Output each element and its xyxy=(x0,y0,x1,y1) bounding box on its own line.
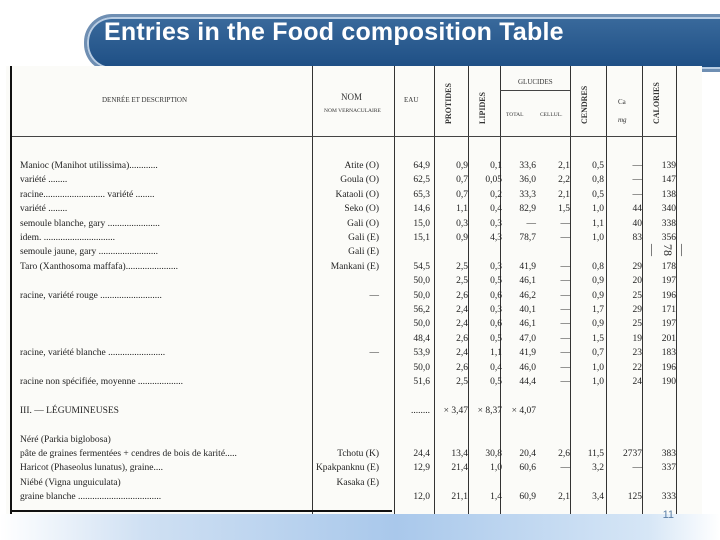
header-lipides: LIPIDES xyxy=(478,91,487,124)
row-lipides: 0,6 xyxy=(490,319,502,330)
table-row xyxy=(6,218,676,230)
row-glucides-total: 44,4 xyxy=(519,377,536,387)
column-rule xyxy=(676,66,677,514)
row-protides: 1,1 xyxy=(456,204,468,215)
header-total: TOTAL xyxy=(506,112,524,118)
table-row xyxy=(6,405,676,417)
row-calcium: — xyxy=(632,463,642,474)
row-local-name: Seko (O) xyxy=(344,204,379,215)
row-description: pâte de graines fermentées + cendres de bois de karité..... xyxy=(20,449,237,459)
header-vernaculaire: NOM VERNACULAIRE xyxy=(324,108,381,114)
table-row xyxy=(6,491,676,503)
row-calcium: 20 xyxy=(632,276,642,287)
header-mg: mg xyxy=(618,116,627,124)
row-calcium: 29 xyxy=(632,305,642,315)
table-row xyxy=(6,390,676,402)
row-local-name: Tchotu (K) xyxy=(337,449,379,459)
row-cendres: 0,8 xyxy=(592,175,604,186)
row-eau: 12,9 xyxy=(413,463,430,474)
row-protides: 21,1 xyxy=(451,492,468,503)
header-nom: NOM xyxy=(341,92,363,102)
row-protides: 2,6 xyxy=(456,290,468,301)
row-glucides-total: 60,9 xyxy=(519,492,536,503)
row-glucides-total: 33,6 xyxy=(519,161,536,171)
row-cendres: 11,5 xyxy=(587,449,604,459)
row-cellulose: 2,1 xyxy=(558,189,570,200)
row-eau: ........ xyxy=(411,405,430,416)
table-row xyxy=(6,246,676,258)
row-description: Haricot (Phaseolus lunatus), graine.... xyxy=(20,463,163,474)
row-cendres: 1,0 xyxy=(592,204,604,215)
row-description: racine, variété blanche ........................ xyxy=(20,348,166,359)
row-cellulose: — xyxy=(560,276,570,287)
row-protides: 13,4 xyxy=(451,449,468,459)
slide-title: Entries in the Food composition Table xyxy=(104,18,564,46)
row-lipides: 0,4 xyxy=(490,362,502,373)
row-calories: 178 xyxy=(661,261,676,272)
table-row xyxy=(6,477,676,489)
header-cellulose: CELLUL. xyxy=(540,112,563,118)
table-row xyxy=(6,434,676,446)
row-eau: 51,6 xyxy=(413,377,430,387)
row-glucides-total: × 4,07 xyxy=(511,405,536,416)
row-eau: 14,6 xyxy=(413,204,430,215)
row-cendres: 0,9 xyxy=(592,319,604,330)
row-cellulose: — xyxy=(560,348,570,359)
row-cellulose: — xyxy=(560,218,570,229)
row-lipides: 0,5 xyxy=(490,276,502,287)
row-protides: 2,6 xyxy=(456,333,468,344)
row-calcium: 22 xyxy=(632,362,642,373)
row-lipides: 0,3 xyxy=(490,305,502,315)
row-calories: 196 xyxy=(661,362,676,373)
row-calcium: 2737 xyxy=(623,449,642,459)
row-calories: 197 xyxy=(661,319,676,330)
row-calcium: 44 xyxy=(632,204,642,215)
row-cendres: 0,9 xyxy=(592,290,604,301)
row-calories: 356 xyxy=(661,233,676,243)
table-row xyxy=(6,419,676,431)
page-number: 11 xyxy=(662,509,674,521)
row-description: Niébé (Vigna unguiculata) xyxy=(20,477,121,488)
table-row xyxy=(6,275,676,287)
row-cellulose: — xyxy=(560,362,570,373)
row-cellulose: — xyxy=(560,290,570,301)
row-eau: 12,0 xyxy=(413,492,430,503)
row-glucides-total: 41,9 xyxy=(519,261,536,272)
row-calories: 139 xyxy=(661,161,676,171)
row-calcium: 29 xyxy=(632,261,642,272)
row-description: Néré (Parkia biglobosa) xyxy=(20,434,111,445)
row-protides: 21,4 xyxy=(451,463,468,474)
row-cellulose: 2,2 xyxy=(558,175,570,186)
row-glucides-total: 46,1 xyxy=(519,276,536,287)
row-calcium: 19 xyxy=(632,333,642,344)
row-cendres: 0,8 xyxy=(592,261,604,272)
row-eau: 50,0 xyxy=(413,290,430,301)
row-glucides-total: 82,9 xyxy=(519,204,536,215)
row-local-name: — xyxy=(369,348,379,359)
row-lipides: 0,6 xyxy=(490,290,502,301)
row-protides: 2,5 xyxy=(456,377,468,387)
row-calcium: — xyxy=(632,175,642,186)
row-description: racine non spécifiée, moyenne ................... xyxy=(20,377,184,387)
row-lipides: 0,5 xyxy=(490,377,502,387)
row-lipides: × 8,37 xyxy=(477,405,502,416)
row-glucides-total: 33,3 xyxy=(519,189,536,200)
table-row xyxy=(6,174,676,186)
row-calories: 201 xyxy=(661,333,676,344)
row-description: racine, variété rouge .......................... xyxy=(20,290,162,301)
table-row xyxy=(6,333,676,345)
row-local-name: Gali (E) xyxy=(348,233,379,243)
row-local-name: Kpakpanknu (E) xyxy=(315,463,379,474)
table-row xyxy=(6,347,676,359)
row-eau: 64,9 xyxy=(413,161,430,171)
row-cellulose: 2,6 xyxy=(558,449,570,459)
table-row xyxy=(6,318,676,330)
row-calories: 183 xyxy=(661,348,676,359)
row-lipides: 1,4 xyxy=(490,492,502,503)
row-calories: 383 xyxy=(661,449,676,459)
row-lipides: 0,1 xyxy=(490,161,502,171)
row-lipides: 4,3 xyxy=(490,233,502,243)
row-cellulose: — xyxy=(560,377,570,387)
row-description: semoule blanche, gary ...................... xyxy=(20,218,160,229)
row-glucides-total: 46,2 xyxy=(519,290,536,301)
row-cellulose: — xyxy=(560,261,570,272)
header-calories: CALORIES xyxy=(652,82,661,124)
row-cendres: 0,9 xyxy=(592,276,604,287)
row-lipides: 0,3 xyxy=(490,261,502,272)
row-calories: 147 xyxy=(661,175,676,186)
row-lipides: 1,0 xyxy=(490,463,502,474)
table-row xyxy=(6,203,676,215)
table-row xyxy=(6,304,676,316)
row-glucides-total: 20,4 xyxy=(519,449,536,459)
row-local-name: Kasaka (E) xyxy=(336,477,379,488)
row-description: racine.......................... variété ........ xyxy=(20,189,155,200)
row-calories: 138 xyxy=(661,189,676,200)
row-description: Manioc (Manihot utilissima)............ xyxy=(20,161,158,171)
row-lipides: 0,05 xyxy=(485,175,502,186)
row-calories: 338 xyxy=(661,218,676,229)
row-local-name: Gali (O) xyxy=(347,218,379,229)
header-cendres: CENDRES xyxy=(580,85,589,124)
table-row xyxy=(6,232,676,244)
row-glucides-total: 47,0 xyxy=(519,333,536,344)
row-calories: 190 xyxy=(661,377,676,387)
row-cendres: 0,5 xyxy=(592,189,604,200)
row-cendres: 3,2 xyxy=(592,463,604,474)
row-cendres: 0,7 xyxy=(592,348,604,359)
row-description: Taro (Xanthosoma maffafa)...................... xyxy=(20,261,178,272)
row-protides: 2,4 xyxy=(456,305,468,315)
row-eau: 65,3 xyxy=(413,189,430,200)
footer-bar xyxy=(0,514,720,540)
row-lipides: 1,1 xyxy=(490,348,502,359)
row-local-name: Goula (O) xyxy=(340,175,379,186)
row-eau: 15,0 xyxy=(413,218,430,229)
table-row xyxy=(6,189,676,201)
row-eau: 56,2 xyxy=(413,305,430,315)
row-calcium: 83 xyxy=(632,233,642,243)
row-cellulose: 1,5 xyxy=(558,204,570,215)
row-local-name: Gali (E) xyxy=(348,247,379,258)
row-eau: 15,1 xyxy=(413,233,430,243)
row-cellulose: — xyxy=(560,463,570,474)
row-cendres: 3,4 xyxy=(592,492,604,503)
row-protides: 0,7 xyxy=(456,189,468,200)
row-local-name: — xyxy=(369,290,379,301)
row-cellulose: — xyxy=(560,305,570,315)
row-calories: 333 xyxy=(661,492,676,503)
header-ca: Ca xyxy=(618,98,626,106)
row-description: semoule jaune, gary ......................... xyxy=(20,247,158,258)
table-row xyxy=(6,290,676,302)
row-protides: 0,7 xyxy=(456,175,468,186)
row-protides: 0,3 xyxy=(456,218,468,229)
row-cendres: 1,7 xyxy=(592,305,604,315)
row-eau: 50,0 xyxy=(413,362,430,373)
row-calcium: 25 xyxy=(632,319,642,330)
row-description: variété ........ xyxy=(20,204,68,215)
row-protides: 0,9 xyxy=(456,161,468,171)
row-eau: 48,4 xyxy=(413,333,430,344)
row-description: graine blanche ................................... xyxy=(20,492,162,503)
row-description: idem. .............................. xyxy=(20,233,115,243)
row-calories: 196 xyxy=(661,290,676,301)
row-calcium: — xyxy=(632,161,642,171)
row-cendres: 0,5 xyxy=(592,161,604,171)
row-protides: 2,5 xyxy=(456,276,468,287)
row-protides: 2,4 xyxy=(456,319,468,330)
row-cendres: 1,1 xyxy=(592,218,604,229)
row-lipides: 0,3 xyxy=(490,218,502,229)
header-denree: DENRÉE ET DESCRIPTION xyxy=(102,96,188,104)
row-calcium: 125 xyxy=(627,492,642,503)
row-description: III. — LÉGUMINEUSES xyxy=(20,405,119,416)
row-lipides: 30,8 xyxy=(485,449,502,459)
row-cellulose: — xyxy=(560,233,570,243)
row-cendres: 1,0 xyxy=(592,377,604,387)
row-glucides-total: 46,0 xyxy=(519,362,536,373)
table-row xyxy=(6,376,676,388)
header-glucides: GLUCIDES xyxy=(518,78,553,86)
scanned-table xyxy=(6,66,702,514)
row-protides: × 3,47 xyxy=(443,405,468,416)
row-calcium: 25 xyxy=(632,290,642,301)
row-calories: 197 xyxy=(661,276,676,287)
row-calories: 171 xyxy=(661,305,676,315)
row-glucides-total: 46,1 xyxy=(519,319,536,330)
row-calcium: 40 xyxy=(632,218,642,229)
row-eau: 53,9 xyxy=(413,348,430,359)
row-calcium: 23 xyxy=(632,348,642,359)
row-cellulose: — xyxy=(560,333,570,344)
row-glucides-total: 78,7 xyxy=(519,233,536,243)
row-local-name: Kataoli (O) xyxy=(335,189,379,200)
row-eau: 62,5 xyxy=(413,175,430,186)
row-eau: 24,4 xyxy=(413,449,430,459)
row-glucides-total: 41,9 xyxy=(519,348,536,359)
row-local-name: Atite (O) xyxy=(344,161,379,171)
row-description: variété ........ xyxy=(20,175,68,186)
row-calcium: 24 xyxy=(632,377,642,387)
table-row xyxy=(6,462,676,474)
table-row xyxy=(6,448,676,460)
row-lipides: 0,5 xyxy=(490,333,502,344)
row-cendres: 1,5 xyxy=(592,333,604,344)
row-protides: 0,9 xyxy=(456,233,468,243)
row-glucides-total: 36,0 xyxy=(519,175,536,186)
row-local-name: Mankani (E) xyxy=(330,261,379,272)
bottom-rule xyxy=(12,510,392,512)
row-lipides: 0,2 xyxy=(490,189,502,200)
row-cellulose: 2,1 xyxy=(558,161,570,171)
header-rule xyxy=(12,136,676,137)
table-row xyxy=(6,362,676,374)
row-calcium: — xyxy=(632,189,642,200)
row-eau: 54,5 xyxy=(413,261,430,272)
table-row xyxy=(6,160,676,172)
row-glucides-total: 40,1 xyxy=(519,305,536,315)
row-protides: 2,6 xyxy=(456,362,468,373)
row-eau: 50,0 xyxy=(413,319,430,330)
row-lipides: 0,4 xyxy=(490,204,502,215)
row-calories: 337 xyxy=(661,463,676,474)
header-protides: PROTIDES xyxy=(444,83,453,124)
glucides-rule xyxy=(500,90,570,91)
row-protides: 2,4 xyxy=(456,348,468,359)
row-cendres: 1,0 xyxy=(592,362,604,373)
row-glucides-total: — xyxy=(526,218,536,229)
row-glucides-total: 60,6 xyxy=(519,463,536,474)
page-marker: — 78 — xyxy=(646,244,690,256)
header-eau: EAU xyxy=(404,96,419,104)
row-protides: 2,5 xyxy=(456,261,468,272)
table-row xyxy=(6,261,676,273)
row-cellulose: — xyxy=(560,319,570,330)
row-cellulose: 2,1 xyxy=(558,492,570,503)
row-eau: 50,0 xyxy=(413,276,430,287)
row-cendres: 1,0 xyxy=(592,233,604,243)
row-calories: 340 xyxy=(661,204,676,215)
